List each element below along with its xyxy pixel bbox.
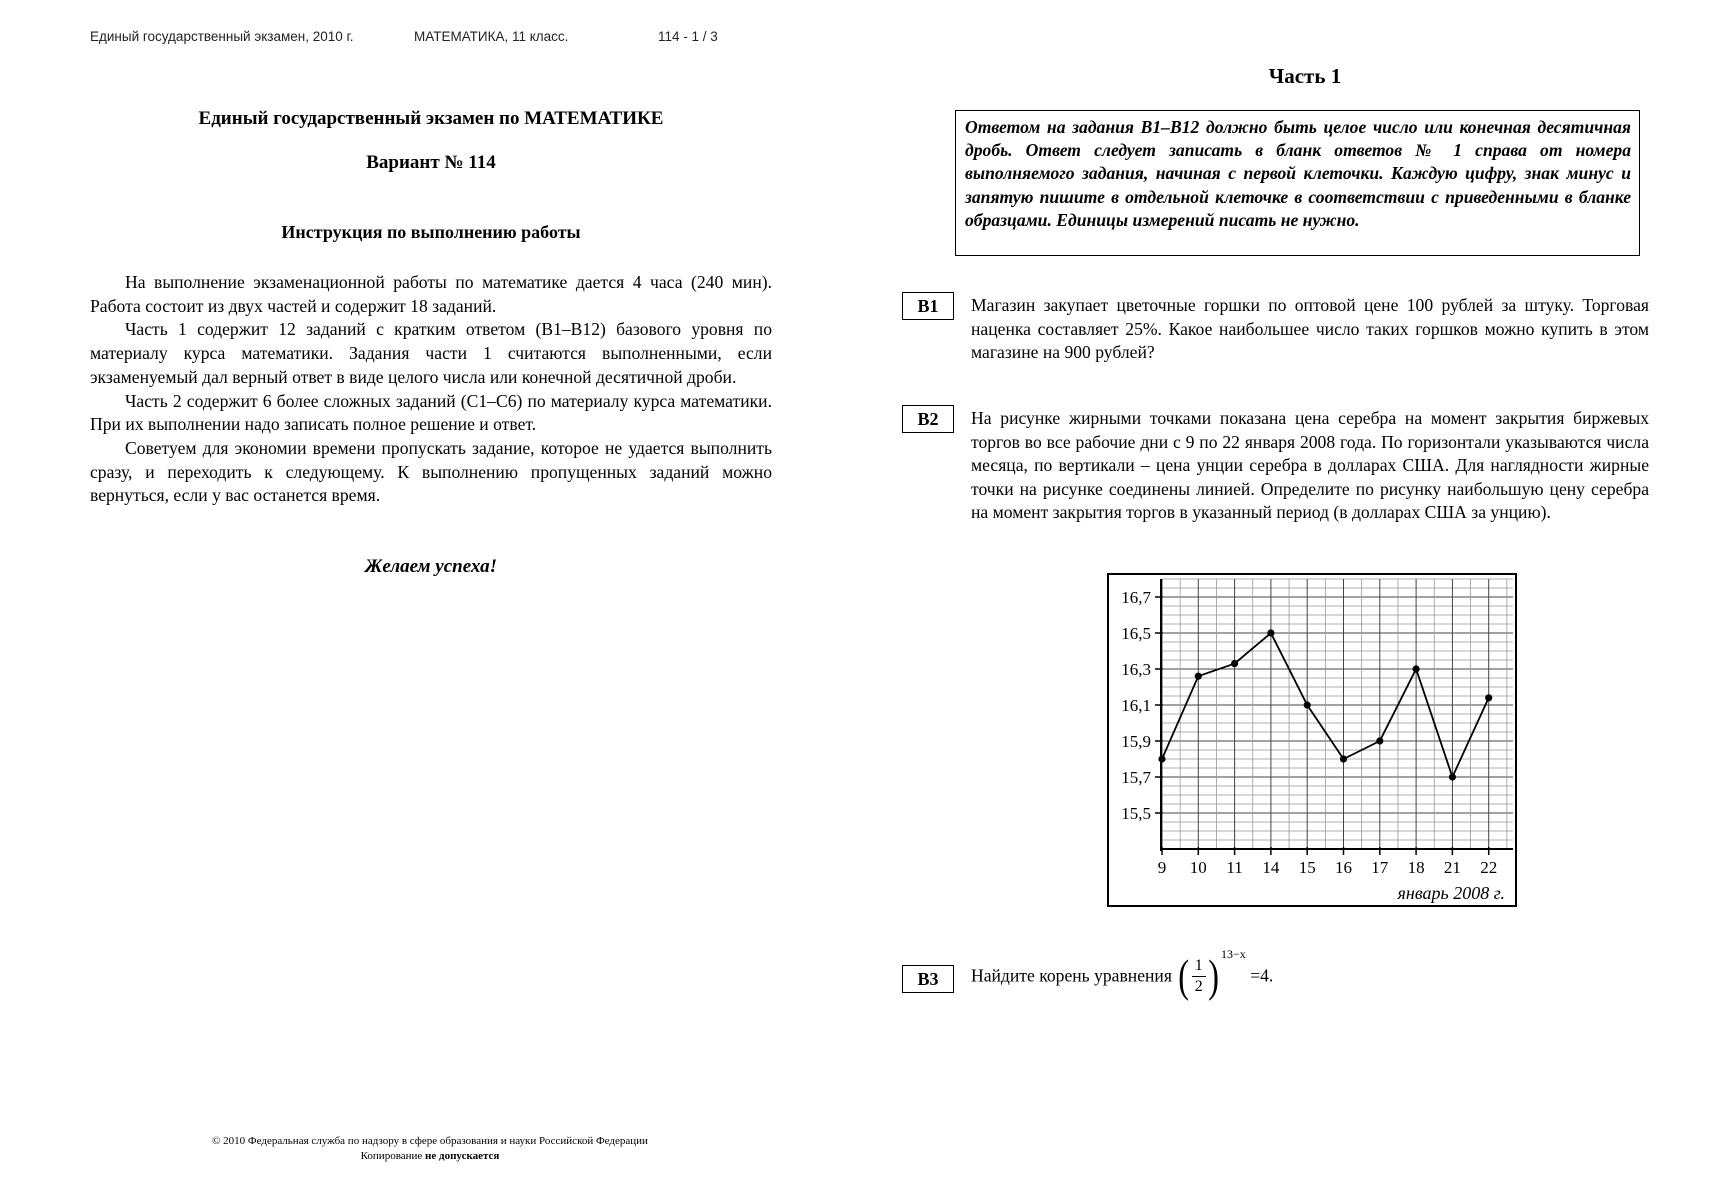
footer-copyright: © 2010 Федеральная служба по надзору в сфере образования и науки Российской Федерации [212,1135,648,1147]
price-point [1158,755,1165,762]
instruction-text [90,271,772,508]
price-point [1267,629,1274,636]
exponent: 13−x [1221,947,1246,962]
price-point [1413,665,1420,672]
instruction-heading: Инструкция по выполнению работы [281,222,581,242]
x-tick-label: 14 [1262,858,1280,877]
instruction-paragraph: Часть 1 содержит 12 заданий с кратким ответом (В1–В12) базового уровня по материалу курса математики. Задания части 1 считаются выполненными, если экзаменуемый дал верный ответ в виде целого числа или конечной десятичной дроби. [90,319,772,387]
price-point [1340,755,1347,762]
task-label-b3: B3 [902,965,954,993]
price-point [1376,737,1383,744]
fraction [1192,956,1206,997]
left-paren: ( [1178,950,1190,1001]
y-tick-label: 16,7 [1121,588,1151,607]
footer-copying-prefix: Копирование [360,1150,426,1162]
x-tick-label: 16 [1335,858,1352,877]
price-point [1449,773,1456,780]
x-tick-label: 9 [1157,858,1167,877]
variant-number: Вариант № 114 [366,152,496,173]
y-tick-label: 15,5 [1121,804,1151,823]
footer [150,1134,710,1164]
x-tick-label: 10 [1189,858,1207,877]
task-label-b1: B1 [902,292,954,320]
y-tick-label: 16,5 [1121,624,1151,643]
y-tick-label: 15,7 [1121,768,1151,787]
x-tick-label: 21 [1443,858,1461,877]
price-point [1231,660,1238,667]
task-text-b2: На рисунке жирными точками показана цена серебра на момент закрытия биржевых торгов во все рабочие дни с 9 по 22 января 2008 года. По горизонтали указываются числа месяца, по вертикали – цена унции серебра в долларах США. Для наглядности жирные точки на рисунке соединены линией. Определите по рисунку наибольшую цену серебра на момент закрытия торгов в указанный период (в долларах США за унцию). [971,408,1649,523]
footer-copying-bold: не допускается [425,1150,500,1162]
silver-price-chart [1107,573,1517,907]
task-text-b1: Магазин закупает цветочные горшки по оптовой цене 100 рублей за штуку. Торговая наценка составляет 25%. Какое наибольшее число таких горшков можно купить в этом магазине на 900 рублей? [971,295,1649,363]
footer-copying [150,1149,710,1164]
b3-formula [1176,947,1246,1001]
price-point [1195,673,1202,680]
chart-svg [1109,575,1515,905]
price-point [1485,694,1492,701]
header-page: 114 - 1 / 3 [658,29,718,44]
b3-prefix: Найдите корень уравнения [971,965,1172,986]
task-text-b3 [971,947,1274,1013]
header-exam: Единый государственный экзамен, 2010 г. [90,29,354,44]
instruction-paragraph: Часть 2 содержит 6 более сложных заданий (С1–С6) по материалу курса математики. При их выполнении надо записать полное решение и ответ. [90,390,772,435]
b3-suffix: =4. [1250,965,1274,986]
x-tick-label: 18 [1407,858,1425,877]
x-tick-label: 15 [1298,858,1316,877]
y-tick-label: 16,1 [1121,696,1151,715]
task-label-b2: B2 [902,405,954,433]
instruction-paragraph: На выполнение экзаменационной работы по математике дается 4 часа (240 мин). Работа состоит из двух частей и содержит 18 заданий. [90,272,772,316]
fraction-numerator: 1 [1192,956,1206,977]
instruction-paragraph: Советуем для экономии времени пропускать задание, которое не удается выполнить сразу, и переходить к следующему. К выполнению пропущенных заданий можно вернуться, если у вас останется время. [90,437,772,506]
part-heading: Часть 1 [1268,64,1342,88]
wish-text: Желаем успеха! [364,556,498,577]
exam-title: Единый государственный экзамен по МАТЕМАТИКЕ [198,108,664,129]
y-tick-label: 15,9 [1121,732,1151,751]
right-paren: ) [1207,950,1219,1001]
x-tick-label: 17 [1371,858,1389,877]
header-subject: МАТЕМАТИКА, 11 класс. [414,29,569,44]
x-tick-label: 22 [1480,858,1498,877]
fraction-denominator: 2 [1194,977,1203,995]
x-axis-label: январь 2008 г. [1397,883,1505,903]
y-tick-label: 16,3 [1121,660,1151,679]
x-tick-label: 11 [1226,858,1243,877]
answer-notice: Ответом на задания В1–В12 должно быть целое число или конечная десятичная дробь. Ответ следует записать в бланк ответов № 1 справа от номера выполняемого задания, начиная с первой клеточки. Каждую цифру, знак минус и запятую пишите в отдельной клеточке в соответствии с приведенными в бланке образцами. Единицы измерений писать не нужно. [955,110,1640,256]
price-point [1304,701,1311,708]
